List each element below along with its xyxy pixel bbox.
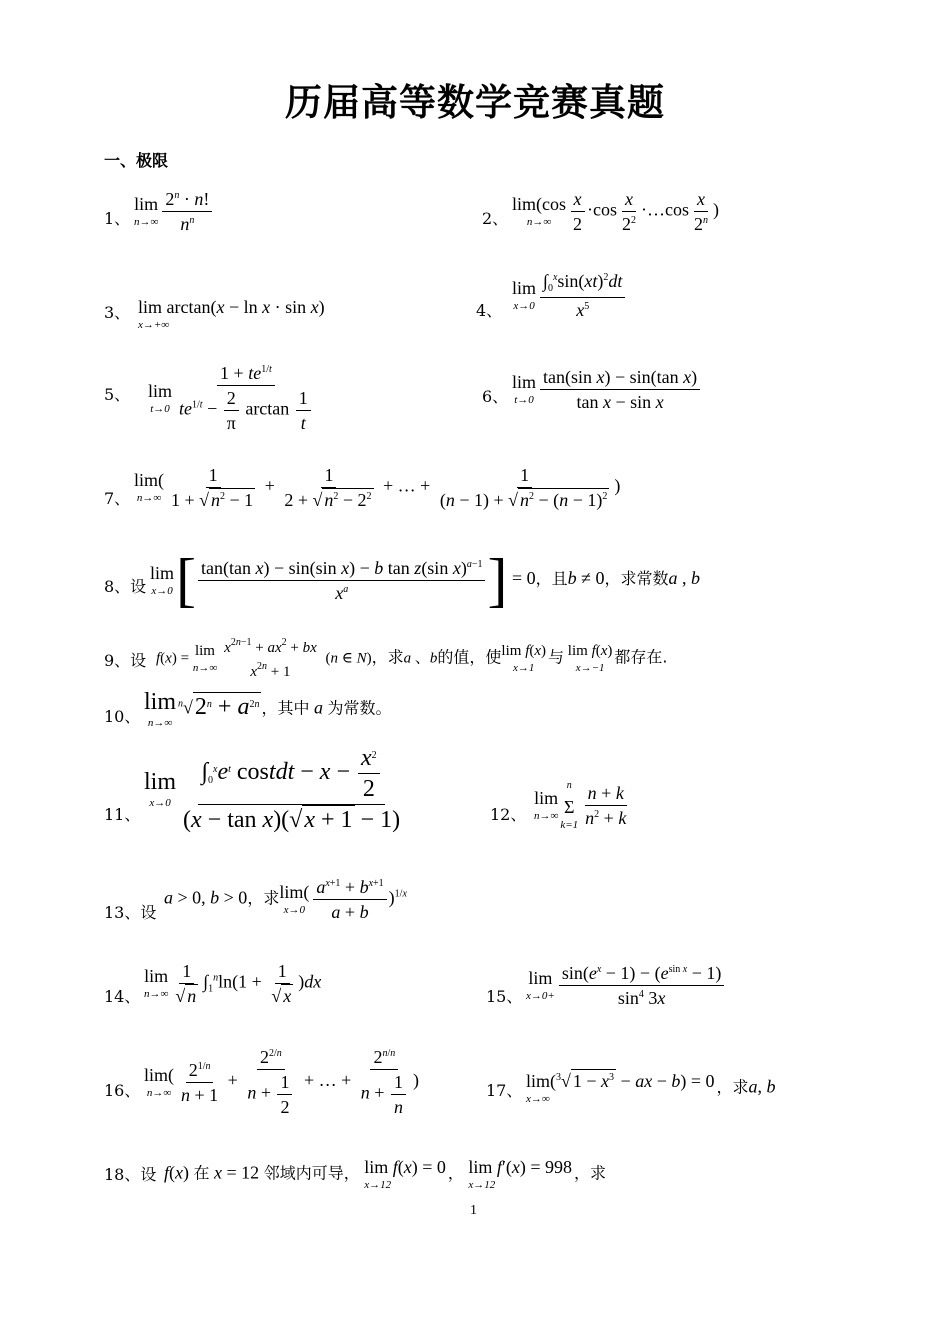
problem-2-formula: lim(cos n→∞ $\frac{x}{2}$ ·cos $\frac{x}{2^2}$ ·…cos $\frac{x}{2^n}$ ) (512, 189, 719, 234)
problem-10-formula: lim n→∞ $^n√2^n + a^{2n}$ ，其中 a 为常数。 (144, 689, 392, 729)
problem-number: 14、 (104, 987, 141, 1006)
problem-11-formula: lim x→0 $\int_0^xe^t$ costdt − x − $\frac{x^2}{2}$ (x − tan x)(√x + 1 − 1) (144, 745, 401, 833)
problem-number: 7、 (104, 489, 131, 508)
problem-number: 16、 (104, 1081, 141, 1100)
problem-number: 4、 (476, 301, 503, 320)
problem-9-formula: f(x) = lim n→∞ $x^{2n-1} + ax^2$ + bx $x^{2n} + 1$ (n ∈ N)，求a 、b的值，使 lim f(x) x→1 与 lim f(x) x→−1 都存在. (156, 637, 668, 680)
problem-4-formula: lim x→0 $\frac{\int_0^x\sin(xt)^2dt}{x^5}$ (512, 272, 627, 319)
problem-number: 2、 (482, 209, 509, 228)
problem-number: 11、 (104, 805, 141, 824)
problem-12-formula: lim n→∞ $^n$ Σ k=1 $\frac{n + k}{n^2 + k}$ (534, 780, 627, 831)
problem-number: 12、 (490, 805, 527, 824)
problem-number: 17、 (486, 1081, 523, 1100)
problem-number: 18、设 (104, 1165, 157, 1184)
problem-18-formula: f(x) 在 x = 12 邻域内可导， lim f(x) = 0 x→12 ， lim f′(x) = 998 x→12 ，求 (164, 1157, 607, 1191)
problem-17-formula: lim($^3$√ $1 - x^3$ − ax − b) = 0 x→∞ ，求a, b (526, 1071, 776, 1105)
problem-15-formula: lim x→0+ $\frac{\sin(e^x - 1) - (e^{sin x} - 1)}{\sin^4 3x}$ (526, 964, 726, 1007)
problem-number: 8、设 (104, 577, 147, 596)
problem-3-formula: lim arctan(x − ln x · sin x) x→+∞ (138, 297, 325, 331)
problem-number: 1、 (104, 209, 131, 228)
section-heading: 一、极限 (104, 151, 169, 170)
problem-7-formula: lim( n→∞ $\frac{1}{1 + √ n^2 - 1}$ + $\frac{1}{2 + √ n^2 - 2^2}$ + … + $\frac{1}{(n - 1) + √ n^2 - (n - 1)^2}$ ) (134, 465, 621, 510)
problem-number: 3、 (104, 303, 131, 322)
problem-number: 13、设 (104, 903, 157, 922)
problem-14-formula: lim n→∞ $\frac{1}{√ n}$ $\int_1^n\ln(1$ + $\frac{1}{√ x}$ )dx (144, 961, 322, 1006)
problem-5-formula: lim t→0 $1 + te^{1/t}$ $te^{1/t}$ − $\frac{2}{\pi}$ arctan $\frac{1}{t}$ (148, 364, 318, 432)
problem-number: 15、 (486, 987, 523, 1006)
problem-number: 5、 (104, 385, 131, 404)
problem-6-formula: lim t→0 $\frac{\text{tan(sin x) − sin(tan x)}}{\text{tan x − sin x}}$ (512, 368, 702, 411)
page-number: 1 (470, 1203, 477, 1218)
problem-number: 10、 (104, 707, 141, 726)
problem-13-formula: a > 0, b > 0，求 lim( x→0 $\frac{a^{x+1} + b^{x+1}}{a + b}$ )$^{1/x}$ (164, 877, 407, 922)
problem-16-formula: lim( n→∞ $\frac{2^{1/n}}{n + 1}$ + $2^{2/n}$ n + $\frac{1}{2}$ + … + $2^{n/n}$ n + $\frac{1}{n}$ ) (144, 1047, 419, 1117)
problem-number: 9、设 (104, 651, 147, 670)
problem-1-formula: lim n→∞ $\frac{2^n \cdot n!}{n^n}$ (134, 190, 214, 233)
problem-8-formula: lim x→0 [ $\frac{\tan(\tan x) - \sin(\sin x) - b \tan z(\sin x)^{a-1}}{x^a}$ ] = 0，且b ≠ 0，求常数a , b (150, 547, 701, 613)
problem-number: 6、 (482, 387, 509, 406)
page-title: 历届高等数学竞赛真题 (285, 81, 665, 124)
